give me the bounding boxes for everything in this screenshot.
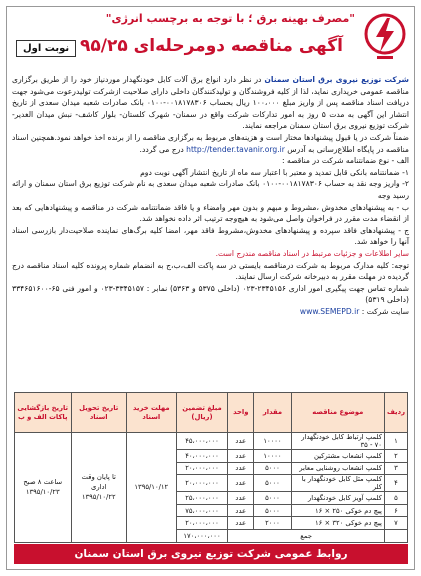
tavanir-logo-icon [363,12,407,64]
edition-badge: نوبت اول [16,40,76,57]
item-guarantee: ۲۵،۰۰۰،۰۰۰ [176,492,228,505]
ad-header [6,6,415,70]
item-quantity: ۵۰۰۰ [254,492,292,505]
contact-phones: شماره تماس جهت پیگیری امور اداری ۲۳۴۵۱۵۶-۰۲۳ (داخلی ۵۳۷۵ و ۵۳۶۳) نمابر : ۳۳۴۵۱۵۷-۰۲۳ و امور فنی ۶۵-۳۳۴۶۵۱۶۰۰ (داخلی ۵۳۱۹) [12,283,410,305]
item-quantity: ۱۰۰۰۰ [254,450,292,463]
item-quantity: ۵۰۰۰ [254,475,292,492]
row-number: ۴ [384,475,407,492]
energy-slogan: "مصرف بهینه برق ؛ با توجه به برچسب انرژی" [105,12,355,25]
item-guarantee: ۷۵،۰۰۰،۰۰۰ [176,504,228,517]
intro-text: در نظر دارد انواع برق آلات کابل خودنگهدار موردنیاز خود را از طریق برگزاری مناقصه عمومی خریداری نماید، لذا از کلیه فروشندگان و تولیدکنندگان داخلی دارای صلاحیت ازشرکت تولیدرعوت می‌شود جهت دریافت اسناد مناقصه پس از واریز مبلغ ۱۰۰،۰۰۰ ریال بحساب ۰۰۱۸۱۷۸۳۰۶-۰۱۰۰ بانک صادرات شعبه میدان سعدی از تاریخ انتشار این آگهی به مدت ۵ روز به امور تدارکات شرکت واقع در سمنان- شهرک کلستان- بلوار کاشف- نبش میدان الغدیر- شرکت توزیع نیروی برق استان سمنان مراجعه نمایند. [12,75,409,131]
condition-b: ب - به پیشنهادهای مخدوش ،مشروط و مبهم و بدون مهر وامضاء و یا فاقد ضمانتنامه شرکت در مناقصه و پیشنهادهایی که بعد از انقضاء مدت مقرر در فراخوان واصل می‌شود به هیچ‌وجه ترتیب اثر داده نخواهد شد. [12,202,409,224]
company-site [12,306,409,318]
item-unit: عدد [228,492,254,505]
item-subject: کلمپ ارتباط کابل خودنگهدار ۷۰ - ۳۵ [291,433,384,450]
total-empty-cell [384,529,407,542]
condition-c: ج - پیشنهادهای فاقد سپرده و پیشنهادهای مخدوش،مشروط فاقد مهر، امضا کلیه برگ‌های نماینده صلاحیت‌دار بازرسی اسناد آنها را خواهد شد. [12,225,409,247]
tender-items-table [14,392,408,543]
item-quantity: ۵۰۰۰ [254,462,292,475]
item-guarantee: ۲۰،۰۰۰،۰۰۰ [176,475,228,492]
item-subject: پیچ دم خوکی ۲۵۰ × ۱۶ [291,504,384,517]
item-guarantee: ۴۰،۰۰۰،۰۰۰ [176,450,228,463]
col-unit: واحد [228,393,254,433]
row-number: ۳ [384,462,407,475]
item-subject: کلمپ انشعاب مشترکین [291,450,384,463]
url-suffix-text: درج می‌ گردد. [139,144,184,154]
item-guarantee: ۴۵،۰۰۰،۰۰۰ [176,433,228,450]
item-subject: کلمپ آویز کابل خودنگهدار [291,492,384,505]
intro-paragraph [12,74,409,132]
row-number: ۲ [384,450,407,463]
row-number: ۱ [384,433,407,450]
item-guarantee: ۲۰،۰۰۰،۰۰۰ [176,517,228,530]
site-label: سایت شرکت : [361,306,409,316]
other-info: سایر اطلاعات و جزئیات مرتبط در اسناد مناقصه مندرج است. [215,248,409,258]
footer-public-relations: روابط عمومی شرکت توزیع نیروی برق استان سمنان [14,544,408,564]
item-unit: عدد [228,450,254,463]
total-value: ۱۷۰،۰۰۰،۰۰۰ [176,529,228,542]
opening-date-value: ساعت ۸ صبح ۱۳۹۵/۱۰/۲۳ [15,433,72,543]
item-unit: عدد [228,517,254,530]
table-row [15,433,408,450]
delivery-deadline-value: تا پایان وقت اداری ۱۳۹۵/۱۰/۲۲ [71,433,126,543]
url-prefix-text: ضمناً شرکت در یا قبول پیشنهادها مختار است و هزینه‌های مربوط به برگزاری مناقصه را از برنده اخذ خواهد نمود.همچنین اسناد مناقصه در پایگاه اطلاع‌رسانی به آدرس [11,132,409,154]
item-guarantee: ۲۰،۰۰۰،۰۰۰ [176,462,228,475]
col-subject: موضوع مناقصه [291,393,384,433]
item-unit: عدد [228,504,254,517]
item-unit: عدد [228,433,254,450]
col-opening-date: تاریخ بازگشایی پاکات الف و ب [15,393,72,433]
row-number: ۶ [384,504,407,517]
item-unit: عدد [228,462,254,475]
item-quantity: ۵۰۰۰ [254,504,292,517]
col-row-no: ردیف [384,393,407,433]
tender-url-link[interactable]: http://tender.tavanir.org.ir [186,144,285,154]
col-deadline-purchase: مهلت خرید اسناد [126,393,176,433]
docs-note: توجه: کلیه مدارک مربوط به شرکت درمناقصه بایستی در سه پاکت الف،ب،ج به انضمام شماره پرونده کلیه اسناد مناقصه درج گردیده در مهلت مقرر به دبیرخانه شرکت ارسال نمایند. [12,260,409,282]
conditions-title: الف - نوع ضمانتنامه شرکت در مناقصه : [282,156,409,166]
tender-body [12,74,409,317]
table-header-row [15,393,408,433]
page-title: آگهی مناقصه دومرحله‌ای ۹۵/۲۵ [80,36,343,56]
item-subject: کلمپ انشعاب روشنایی معابر [291,462,384,475]
row-number: ۷ [384,517,407,530]
item-unit: عدد [228,475,254,492]
condition-2: ۲- واریز وجه نقد به حساب ۰۰۱۸۱۷۸۳۰۶-۰۱۰۰ بانک صادرات شعبه میدان سعدی به نام شرکت توزیع برق استان سمنان و ارائه رسید وجه [12,179,409,200]
table-body [15,433,408,543]
total-label: جمع [228,529,385,542]
item-subject: پیچ دم خوکی ۳۲۰ × ۱۶ [291,517,384,530]
col-quantity: مقدار [254,393,292,433]
deadline-purchase-value: ۱۳۹۵/۱۰/۱۲ [126,433,176,543]
item-quantity: ۲۰۰۰ [254,517,292,530]
organization-name: شرکت توزیع نیروی برق استان سمنان [264,75,409,84]
row-number: ۵ [384,492,407,505]
tender-url-paragraph [12,132,409,155]
company-site-link[interactable]: www.SEMEPD.ir [299,306,360,316]
col-delivery-deadline: تاریخ تحویل اسناد [71,393,126,433]
col-guarantee: مبلغ تضمین (ریال) [176,393,228,433]
item-subject: کلمپ مثل کابل خودنگهدار با کلر [291,475,384,492]
item-quantity: ۱۰۰۰۰ [254,433,292,450]
condition-1: ۱- ضمانتنامه بانکی قابل تمدید و معتبر با اعتبار سه ماه از تاریخ انتشار آگهی نوبت دوم [140,167,409,177]
